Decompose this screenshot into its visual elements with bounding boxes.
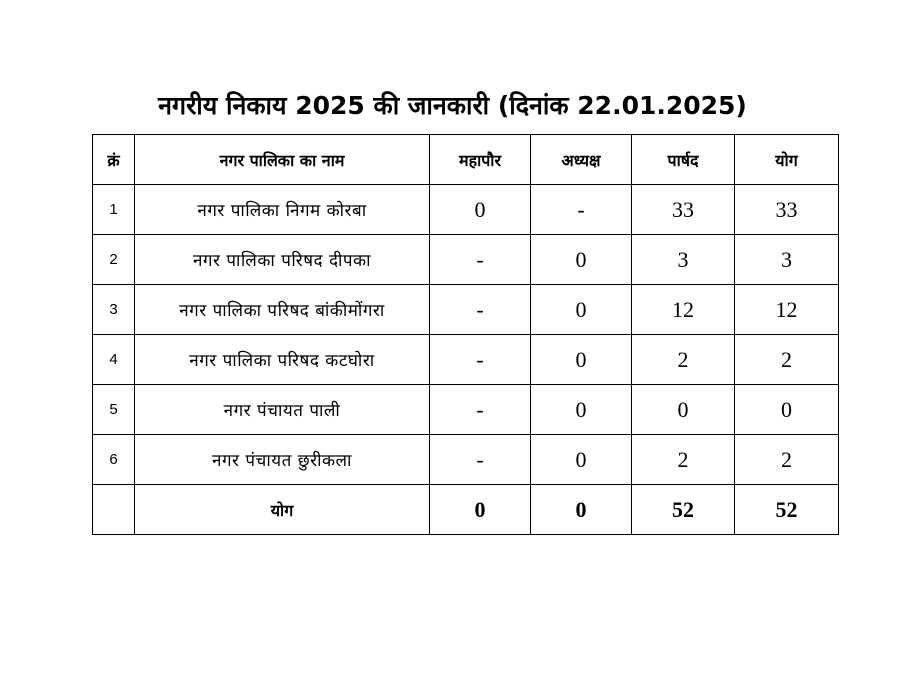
table-row [93,285,839,335]
row-councillor: 3 [632,235,735,285]
row-councillor: 33 [632,185,735,235]
row-total: 0 [735,385,839,435]
row-mayor: 0 [430,185,531,235]
total-mayor: 0 [430,485,531,535]
header-name: नगर पालिका का नाम [135,135,430,185]
row-sn: 5 [93,385,135,435]
row-councillor: 2 [632,435,735,485]
table-row [93,435,839,485]
row-total: 33 [735,185,839,235]
row-president: 0 [531,385,632,435]
row-president: 0 [531,435,632,485]
table-row [93,235,839,285]
page-title: नगरीय निकाय 2025 की जानकारी (दिनांक 22.01.2025) [158,91,747,120]
table-header-row [93,135,839,185]
total-label: योग [135,485,430,535]
row-sn: 4 [93,335,135,385]
row-name: नगर पंचायत पाली [135,385,430,435]
header-sn: क्रं [93,135,135,185]
total-total: 52 [735,485,839,535]
total-councillor: 52 [632,485,735,535]
header-councillor: पार्षद [632,135,735,185]
row-mayor: - [430,335,531,385]
row-sn: 1 [93,185,135,235]
table-row [93,335,839,385]
total-sn-empty [93,485,135,535]
row-name: नगर पालिका परिषद बांकीमोंगरा [135,285,430,335]
row-mayor: - [430,285,531,335]
row-president: 0 [531,235,632,285]
row-councillor: 0 [632,385,735,435]
row-total: 12 [735,285,839,335]
row-total: 3 [735,235,839,285]
row-mayor: - [430,435,531,485]
table-total-row [93,485,839,535]
table-row [93,385,839,435]
row-sn: 6 [93,435,135,485]
row-sn: 3 [93,285,135,335]
row-president: - [531,185,632,235]
row-president: 0 [531,335,632,385]
row-president: 0 [531,285,632,335]
total-president: 0 [531,485,632,535]
row-mayor: - [430,385,531,435]
row-name: नगर पालिका निगम कोरबा [135,185,430,235]
row-sn: 2 [93,235,135,285]
row-mayor: - [430,235,531,285]
row-total: 2 [735,435,839,485]
row-name: नगर पंचायत छुरीकला [135,435,430,485]
row-name: नगर पालिका परिषद कटघोरा [135,335,430,385]
row-councillor: 12 [632,285,735,335]
row-total: 2 [735,335,839,385]
header-total: योग [735,135,839,185]
row-councillor: 2 [632,335,735,385]
urban-bodies-table [92,134,839,535]
header-mayor: महापौर [430,135,531,185]
table-row [93,185,839,235]
header-president: अध्यक्ष [531,135,632,185]
row-name: नगर पालिका परिषद दीपका [135,235,430,285]
